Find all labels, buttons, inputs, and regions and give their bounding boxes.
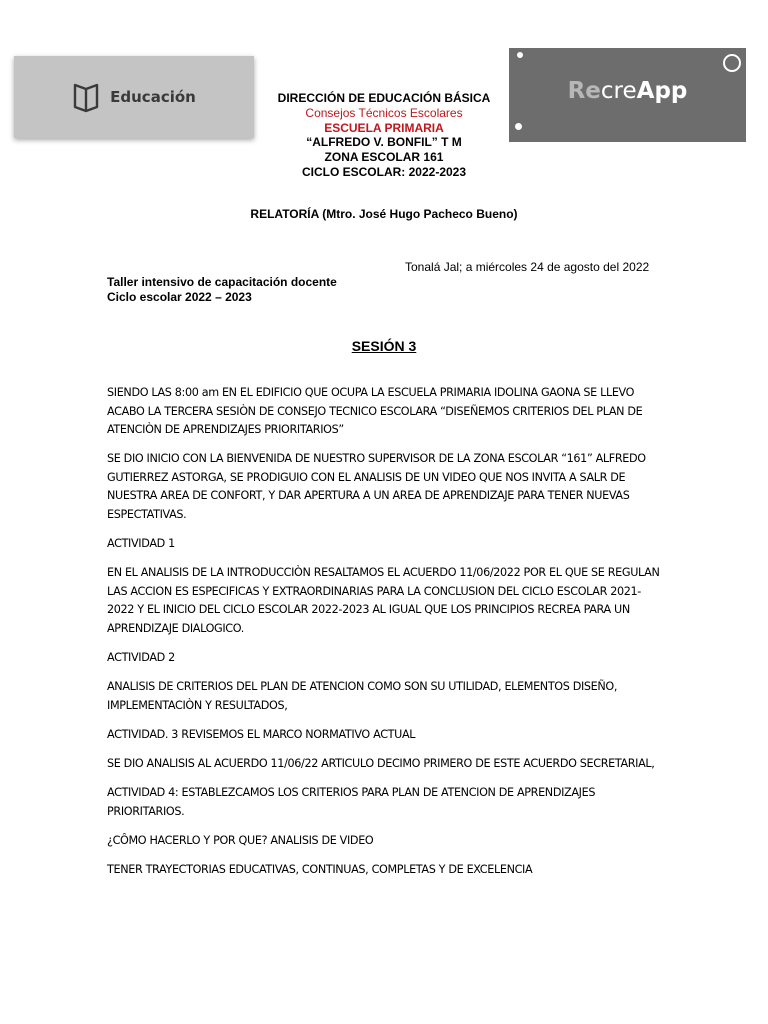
educacion-logo <box>14 56 254 138</box>
header-direccion: DIRECCIÓN DE EDUCACIÓN BÁSICA <box>277 91 491 105</box>
body-paragraph: SE DIO INICIO CON LA BIENVENIDA DE NUESTRO SUPERVISOR DE LA ZONA ESCOLAR “161” ALFREDO GUTIERREZ ASTORGA, SE PRODIGUIO CON EL ANALISIS DE UN VIDEO QUE NOS INVITA A SALR DE NUESTRA AREA DE CONFORT, Y DAR APERTURA A UN AREA DE APRENDIZAJE PARA TENER NUEVAS ESPECTATIVAS. <box>107 452 646 522</box>
header-consejos: Consejos Técnicos Escolares <box>305 105 463 120</box>
header-zona: ZONA ESCOLAR 161 <box>324 150 444 165</box>
header-escuela: ESCUELA PRIMARIA <box>324 120 444 135</box>
decorative-dot <box>517 52 523 58</box>
document-header <box>262 91 506 180</box>
taller-title: Taller intensivo de capacitación docente <box>107 275 337 289</box>
decorative-dot <box>723 54 741 72</box>
body-paragraph: SE DIO ANALISIS AL ACUERDO 11/06/22 ARTICULO DECIMO PRIMERO DE ESTE ACUERDO SECRETARIAL, <box>107 757 655 770</box>
header-school-name: “ALFREDO V. BONFIL” T M <box>306 135 462 150</box>
taller-info <box>107 275 337 304</box>
recreapp-wordmark: RecreApp <box>567 78 688 104</box>
body-paragraph: ACTIVIDAD 2 <box>107 651 175 665</box>
header-ciclo: CICLO ESCOLAR: 2022-2023 <box>301 164 467 179</box>
document-date: Tonalá Jal; a miércoles 24 de agosto del 2022 <box>405 260 650 274</box>
educacion-logo-text: Educación <box>110 88 196 106</box>
taller-cycle: Ciclo escolar 2022 – 2023 <box>107 289 252 304</box>
body-paragraph: SIENDO LAS 8:00 am EN EL EDIFICIO QUE OCUPA LA ESCUELA PRIMARIA IDOLINA GAONA SE LLEVO ACABO LA TERCERA SESIÒN DE CONSEJO TECNICO ESCOLARA “DISEÑEMOS CRITERIOS DEL PLAN DE ATENCIÒN DE APRENDIZAJES PRIORITARIOS” <box>107 386 643 437</box>
open-book-icon <box>72 81 100 113</box>
relatoria-title: RELATORÍA (Mtro. José Hugo Pacheco Bueno) <box>250 207 518 221</box>
body-paragraph: EN EL ANALISIS DE LA INTRODUCCIÒN RESALTAMOS EL ACUERDO 11/06/2022 POR EL QUE SE REGULAN LAS ACCION ES ESPECIFICAS Y EXTRAORDINARIAS PARA LA CONCLUSION DEL CICLO ESCOLAR 2021-2022 Y EL INICIO DEL CICLO ESCOLAR 2022-2023 AL IGUAL QUE LOS PRINCIPIOS RECREA PARA UN APRENDIZAJE DIALOGICO. <box>107 566 660 636</box>
body-paragraph: ACTIVIDAD 1 <box>107 537 175 551</box>
decorative-dot <box>515 123 522 130</box>
body-paragraph: ACTIVIDAD. 3 REVISEMOS EL MARCO NORMATIVO ACTUAL <box>107 727 416 741</box>
body-paragraph: ANALISIS DE CRITERIOS DEL PLAN DE ATENCION COMO SON SU UTILIDAD, ELEMENTOS DISEÑO, IMPLEMENTACIÒN Y RESULTADOS, <box>107 680 618 712</box>
body-paragraph: ¿CÔMO HACERLO Y POR QUE? ANALISIS DE VIDEO <box>107 833 374 847</box>
session-title: SESIÓN 3 <box>351 338 417 354</box>
body-paragraph: TENER TRAYECTORIAS EDUCATIVAS, CONTINUAS, COMPLETAS Y DE EXCELENCIA <box>107 862 533 876</box>
body-paragraph: ACTIVIDAD 4: ESTABLEZCAMOS LOS CRITERIOS PARA PLAN DE ATENCION DE APRENDIZAJES PRIORITARIOS. <box>107 786 596 818</box>
document-body <box>107 384 665 890</box>
recreapp-logo <box>509 48 746 142</box>
